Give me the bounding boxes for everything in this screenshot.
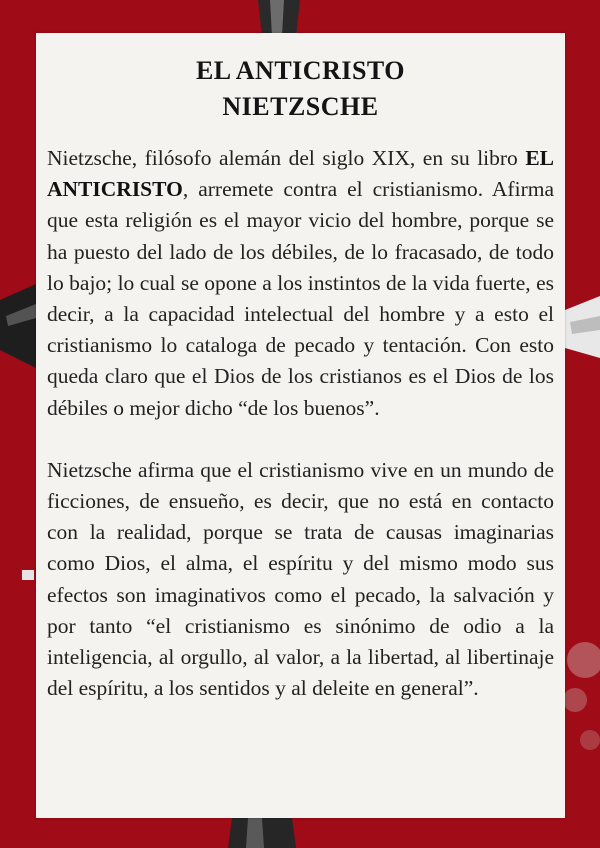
text-page — [36, 33, 565, 818]
paragraph-1-rest: , arremete contra el cristianismo. Afirma que esta religión es el mayor vicio del hombre, porque se ha puesto del lado de los débiles, de lo fracasado, de todo lo bajo; lo cual se opone a los instintos de la vida fuerte, es decir, a la capacidad intelectual del hombre y a esto el cristianismo lo cataloga de pecado y tentación. Con esto queda claro que el Dios de los cristianos es el Dios de los débiles o mejor dicho “de los buenos”. — [47, 177, 554, 420]
title-line-2: NIETZSCHE — [222, 92, 379, 121]
paragraph-1 — [47, 143, 554, 424]
body-text — [47, 143, 554, 704]
paragraph-2: Nietzsche afirma que el cristianismo vive en un mundo de ficciones, de ensueño, es decir, que no está en contacto con la realidad, porque se trata de causas imaginarias como Dios, el alma, el espíritu y del mismo modo sus efectos son imaginativos como el pecado, la salvación y por tanto “el cristianismo es sinónimo de odio a la inteligencia, al orgullo, al valor, a la libertad, al libertinaje del espíritu, a los sentidos y al deleite en general”. — [47, 457, 554, 701]
book-title-bold: EL ANTICRISTO — [47, 146, 554, 202]
page-title — [36, 53, 565, 125]
paragraph-1-start: Nietzsche, filósofo alemán del siglo XIX, en su libro — [47, 146, 526, 170]
title-line-1: EL ANTICRISTO — [195, 56, 406, 85]
